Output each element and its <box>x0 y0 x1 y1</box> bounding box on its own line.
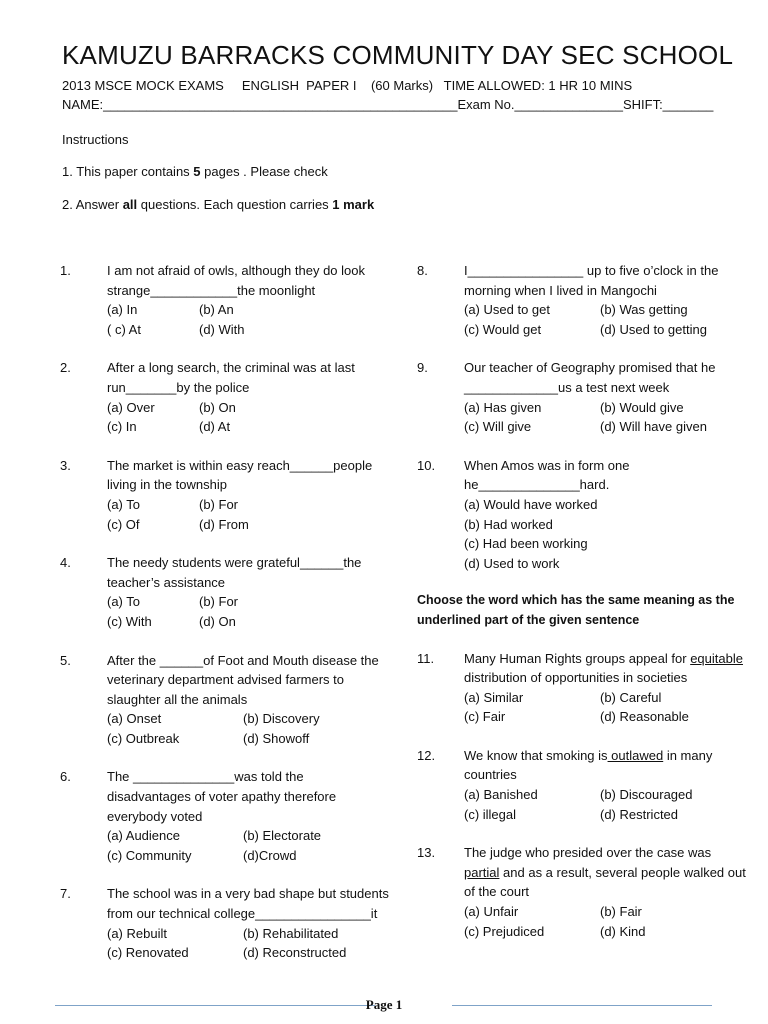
option-b: (b) An <box>199 302 234 318</box>
option-c: (c) Prejudiced <box>464 923 545 939</box>
question-number: 7. <box>60 886 71 902</box>
instruction-2-text: 2. Answer <box>62 197 123 212</box>
question-10 <box>417 456 747 574</box>
mark-emphasis: 1 mark <box>332 197 375 212</box>
question-7 <box>60 884 390 962</box>
option-c: (c) Outbreak <box>107 730 180 746</box>
option-b: (b) For <box>199 594 238 610</box>
option-a: (a) Banished <box>464 787 538 803</box>
instruction-1-text: 1. This paper contains <box>62 164 194 179</box>
question-number: 6. <box>60 769 71 785</box>
option-c: (c) Had been working <box>464 536 588 552</box>
question-stem <box>464 746 747 785</box>
option-d: (d) On <box>199 613 236 629</box>
option-a: (a) To <box>107 496 140 512</box>
question-number: 12. <box>417 747 436 763</box>
question-6 <box>60 767 390 865</box>
underlined-word: partial <box>464 864 500 880</box>
question-3 <box>60 456 390 534</box>
option-c: (c) Renovated <box>107 945 189 961</box>
option-b: (b) Electorate <box>243 828 322 844</box>
option-a: (a) Rebuilt <box>107 925 167 941</box>
question-stem: The needy students were grateful______the teacher’s assistance <box>107 555 362 590</box>
question-number: 4. <box>60 555 71 571</box>
name-exam-shift-row: NAME:_________________________________________________Exam No._______________SHIFT:_______ <box>62 97 714 112</box>
option-c: ( c) At <box>107 321 141 337</box>
question-9 <box>417 358 747 436</box>
instruction-2-mid: questions. Each question carries <box>137 197 333 212</box>
question-13 <box>417 843 747 941</box>
question-11 <box>417 649 747 727</box>
option-a: (a) Audience <box>107 828 180 844</box>
option-c: (c) Fair <box>464 709 506 725</box>
stem-text: in many countries <box>464 747 713 783</box>
stem-text: We know that smoking is <box>464 747 608 763</box>
option-c: (c) Of <box>107 516 140 532</box>
option-a: (a) Similar <box>464 689 524 705</box>
option-c: (c) Will give <box>464 419 532 435</box>
question-number: 5. <box>60 652 71 668</box>
option-c: (c) In <box>107 419 137 435</box>
question-stem <box>464 843 747 902</box>
stem-text: Many Human Rights groups appeal for <box>464 650 691 666</box>
all-emphasis: all <box>122 197 138 212</box>
question-1 <box>60 261 390 339</box>
stem-text: and as a result, several people walked out of the court <box>464 864 746 900</box>
question-number: 11. <box>417 650 435 666</box>
left-question-column <box>60 261 390 982</box>
stem-text: The judge who presided over the case was <box>464 845 712 861</box>
option-b: (b) For <box>199 496 238 512</box>
option-d: (d) Kind <box>600 923 646 939</box>
option-d: (d) At <box>199 419 231 435</box>
option-a: (a) In <box>107 302 138 318</box>
option-b: (b) Was getting <box>600 302 688 318</box>
question-stem: The ______________was told the disadvantages of voter apathy therefore everybody voted <box>107 769 337 824</box>
option-a: (a) Over <box>107 399 155 415</box>
option-d: (d) Reconstructed <box>243 945 347 961</box>
question-2 <box>60 358 390 436</box>
question-number: 13. <box>417 845 436 861</box>
option-d: (d) Showoff <box>243 730 310 746</box>
page-number: Page 1 <box>365 997 403 1012</box>
option-d: (d) Will have given <box>600 419 707 435</box>
question-number: 2. <box>60 360 71 376</box>
question-stem: I________________ up to five o’clock in the morning when I lived in Mangochi <box>464 263 719 298</box>
option-d: (d) Reasonable <box>600 709 689 725</box>
right-question-column <box>417 261 747 960</box>
option-a: (a) Used to get <box>464 302 550 318</box>
option-a: (a) Unfair <box>464 904 519 920</box>
option-a: (a) Would have worked <box>464 496 598 512</box>
instruction-1 <box>62 164 328 179</box>
question-stem: When Amos was in form one he______________hard. <box>464 457 630 493</box>
question-stem <box>464 649 747 688</box>
section-heading-synonyms: Choose the word which has the same meaning as the underlined part of the given sentence <box>417 593 735 627</box>
option-d: (d) Used to work <box>464 555 560 571</box>
question-number: 3. <box>60 457 71 473</box>
option-d: (d)Crowd <box>243 847 297 863</box>
underlined-word: outlawed <box>607 747 664 763</box>
instruction-2 <box>62 197 374 212</box>
instruction-1-tail: pages . Please check <box>200 164 328 179</box>
option-b: (b) Discouraged <box>600 787 693 803</box>
option-d: (d) With <box>199 321 245 337</box>
option-c: (c) With <box>107 613 152 629</box>
question-number: 9. <box>417 360 428 376</box>
option-b: (b) Would give <box>600 399 684 415</box>
option-d: (d) From <box>199 516 249 532</box>
question-8 <box>417 261 747 339</box>
question-5 <box>60 651 390 749</box>
question-number: 10. <box>417 457 436 473</box>
question-stem: The school was in a very bad shape but students from our technical college________________it <box>107 886 389 922</box>
stem-text: distribution of opportunities in societies <box>464 670 688 686</box>
instructions-heading: Instructions <box>62 132 129 147</box>
option-a: (a) Onset <box>107 711 162 727</box>
question-stem: After a long search, the criminal was at last run_______by the police <box>107 360 355 395</box>
question-stem: Our teacher of Geography promised that he _____________us a test next week <box>464 360 716 395</box>
question-stem: I am not afraid of owls, although they do look strange____________the moonlight <box>107 263 365 298</box>
exam-subtitle: 2013 MSCE MOCK EXAMS ENGLISH PAPER I (60 Marks) TIME ALLOWED: 1 HR 10 MINS <box>62 78 633 93</box>
option-d: (d) Restricted <box>600 806 679 822</box>
option-c: (c) Community <box>107 847 192 863</box>
option-b: (b) Had worked <box>464 516 553 532</box>
question-number: 1. <box>60 263 71 278</box>
underlined-word: equitable <box>690 650 743 666</box>
question-4 <box>60 553 390 631</box>
option-a: (a) Has given <box>464 399 542 415</box>
question-stem: The market is within easy reach______people living in the township <box>107 457 373 493</box>
option-c: (c) illegal <box>464 806 517 822</box>
school-title: KAMUZU BARRACKS COMMUNITY DAY SEC SCHOOL <box>62 40 734 70</box>
question-12 <box>417 746 747 824</box>
option-b: (b) Discovery <box>243 711 320 727</box>
question-number: 8. <box>417 263 428 278</box>
option-a: (a) To <box>107 594 140 610</box>
option-c: (c) Would get <box>464 321 542 337</box>
option-b: (b) Rehabilitated <box>243 925 339 941</box>
option-b: (b) Fair <box>600 904 642 920</box>
question-stem: After the ______of Foot and Mouth disease the veterinary department advised farmers to slaughter all the animals <box>107 652 379 707</box>
option-b: (b) Careful <box>600 689 662 705</box>
option-d: (d) Used to getting <box>600 321 707 337</box>
option-b: (b) On <box>199 399 236 415</box>
page-count: 5 <box>193 164 201 179</box>
